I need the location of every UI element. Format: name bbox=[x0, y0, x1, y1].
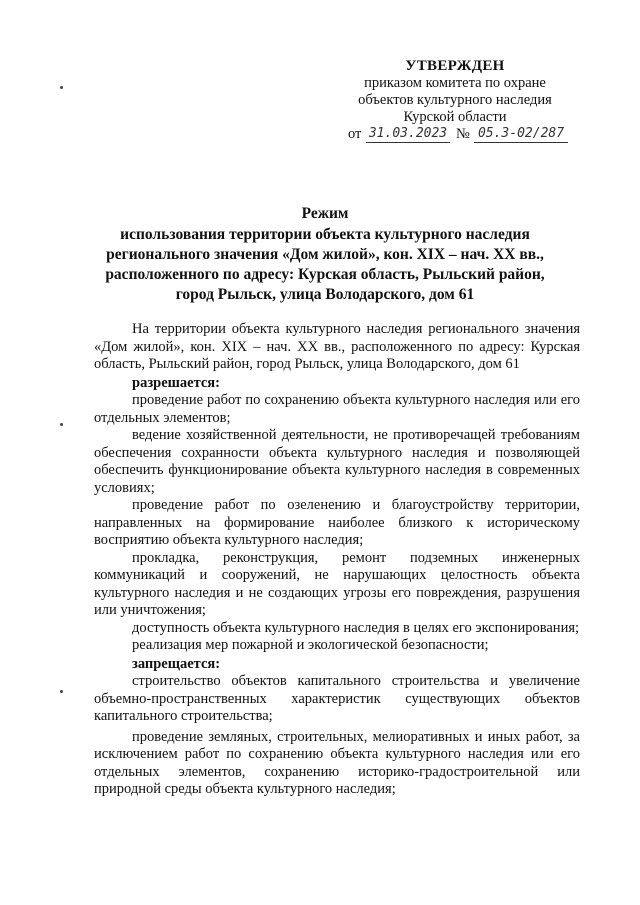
forbidden-item: строительство объектов капитального строительства и увеличение объемно-пространственных характеристик существующих объектов капитального строительства; bbox=[94, 673, 580, 724]
allowed-item: реализация мер пожарной и экологической безопасности; bbox=[132, 637, 489, 653]
from-label: от bbox=[348, 126, 362, 142]
approval-line: приказом комитета по охране bbox=[364, 75, 546, 91]
order-date-number bbox=[340, 126, 570, 146]
handwritten-date: 31.03.2023 bbox=[366, 126, 450, 143]
number-label: № bbox=[456, 126, 470, 142]
document-title bbox=[90, 204, 560, 305]
title-line: расположенного по адресу: Курская область, Рыльский район, bbox=[105, 266, 545, 283]
document-body bbox=[94, 321, 580, 799]
approval-heading: УТВЕРЖДЕН bbox=[405, 58, 505, 74]
allowed-item: проведение работ по озеленению и благоустройству территории, направленных на формирование наиболее близкого к историческому восприятию объекта культурного наследия; bbox=[94, 497, 580, 548]
approval-block bbox=[340, 58, 570, 146]
title-line: Режим bbox=[301, 205, 349, 222]
approval-line: Курской области bbox=[403, 109, 507, 125]
allowed-item: прокладка, реконструкция, ремонт подземных инженерных коммуникаций и сооружений, не нарушающих целостность объекта культурного наследия и не создающих угрозы его повреждения, разрушения или уничтожения; bbox=[94, 549, 580, 618]
title-line: использования территории объекта культурного наследия bbox=[120, 226, 530, 243]
allowed-item: проведение работ по сохранению объекта культурного наследия или его отдельных элементов; bbox=[94, 392, 580, 426]
forbidden-heading: запрещается: bbox=[132, 655, 221, 672]
allowed-item: доступность объекта культурного наследия в целях его экспонирования; bbox=[132, 619, 580, 636]
scan-speck bbox=[60, 423, 63, 426]
title-line: регионального значения «Дом жилой», кон. XIX – нач. XX вв., bbox=[106, 246, 544, 263]
handwritten-number: 05.3-02/287 bbox=[474, 126, 568, 143]
allowed-heading: разрешается: bbox=[132, 374, 220, 391]
intro-paragraph: На территории объекта культурного наследия регионального значения «Дом жилой», кон. XIX – нач. XX вв., расположенного по адресу: Курская область, Рыльский район, город Рыльск, улица Володарского, дом 61 bbox=[94, 321, 580, 372]
forbidden-item: проведение земляных, строительных, мелиоративных и иных работ, за исключением работ по сохранению объекта культурного наследия или его отдельных элементов, сохранению историко-градостроительной или природной среды объекта культурного наследия; bbox=[94, 728, 580, 797]
scan-speck bbox=[60, 86, 63, 89]
scan-speck bbox=[60, 690, 63, 693]
approval-line: объектов культурного наследия bbox=[358, 92, 552, 108]
allowed-item: ведение хозяйственной деятельности, не противоречащей требованиям обеспечения сохранности объекта культурного наследия и позволяющей обеспечить функционирование объекта культурного наследия в современных условиях; bbox=[94, 427, 580, 496]
title-line: город Рыльск, улица Володарского, дом 61 bbox=[175, 286, 475, 303]
